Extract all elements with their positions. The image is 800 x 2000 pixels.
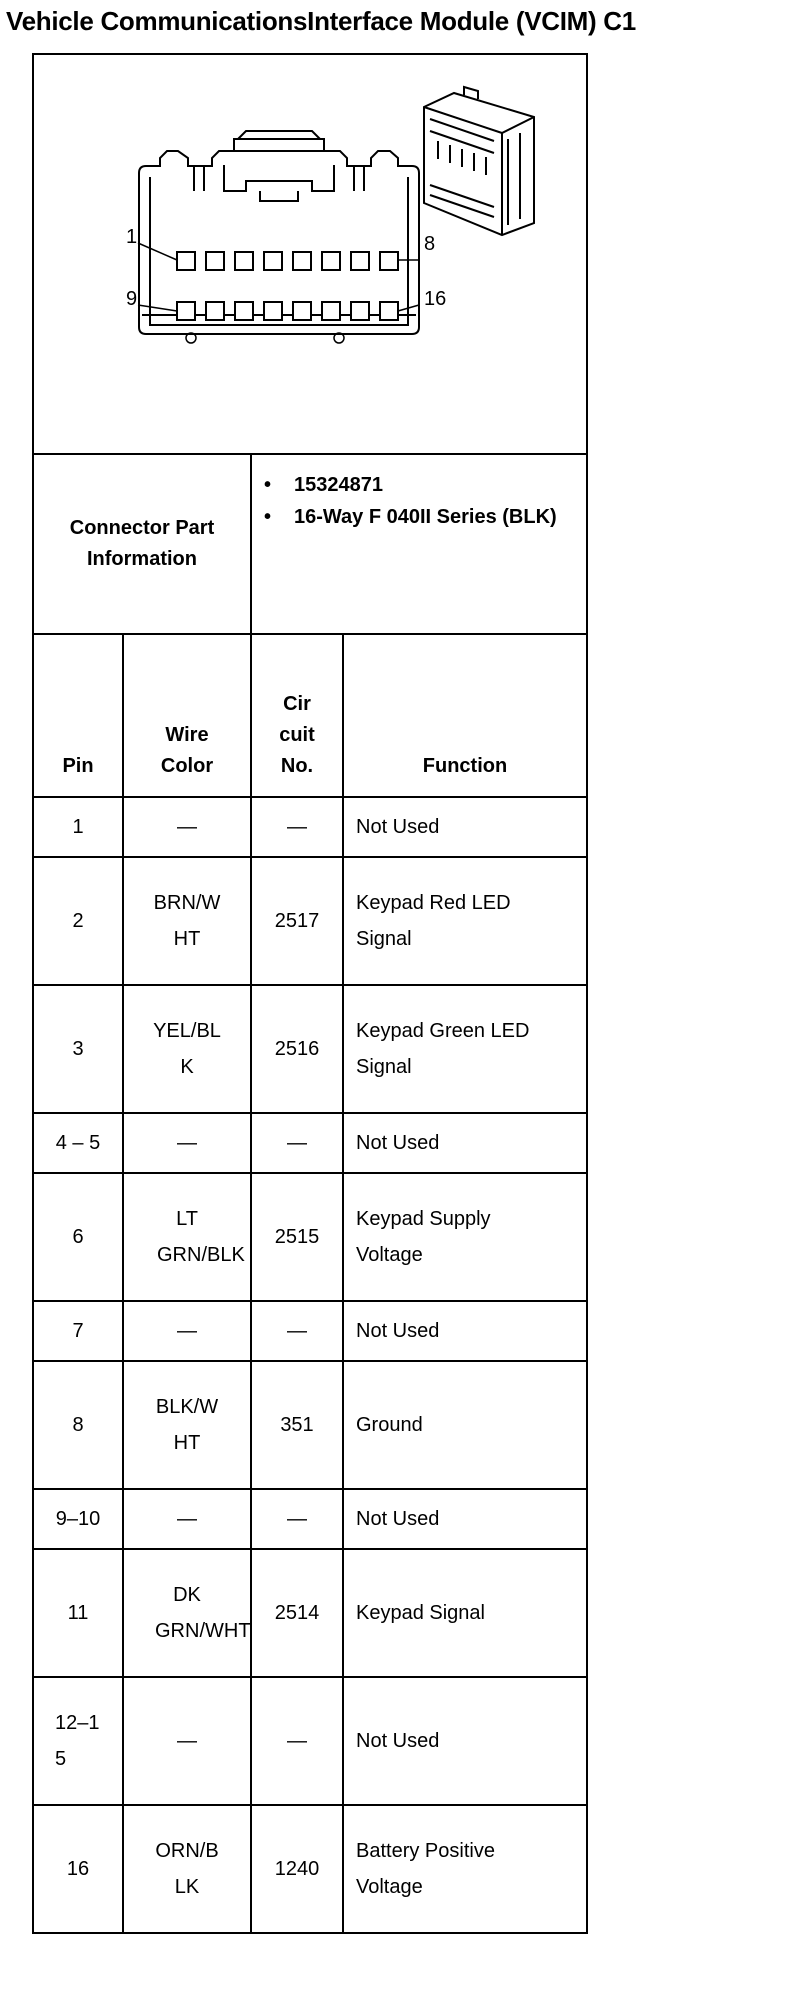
pin-cell: 8 (33, 1361, 123, 1489)
table-row (33, 1805, 587, 1933)
connector-part-info (251, 454, 587, 634)
circuit-cell: — (251, 797, 343, 857)
circuit-cell: — (251, 1113, 343, 1173)
pin-cell: 16 (33, 1805, 123, 1933)
wire-cell: — (123, 1113, 251, 1173)
header-wire-color: Wire Color (123, 634, 251, 797)
header-circuit-no: Cir cuit No. (251, 634, 343, 797)
circuit-cell: 2514 (251, 1549, 343, 1677)
function-cell: Not Used (343, 1677, 587, 1805)
part-series-item: • 16-Way F 040II Series (BLK) (264, 506, 557, 528)
table-row (33, 1113, 587, 1173)
pin-cell: 7 (33, 1301, 123, 1361)
wire-cell: — (123, 1301, 251, 1361)
pin-cell: 1 (33, 797, 123, 857)
wire-cell: BRN/WHT (123, 857, 251, 985)
table-row (33, 1301, 587, 1361)
wire-cell: YEL/BLK (123, 985, 251, 1113)
pin-cell: 11 (33, 1549, 123, 1677)
table-row (33, 1173, 587, 1301)
circuit-cell: 2516 (251, 985, 343, 1113)
function-cell: Ground (343, 1361, 587, 1489)
wire-cell: DK GRN/WHT (123, 1549, 251, 1677)
circuit-cell: — (251, 1489, 343, 1549)
table-row (33, 857, 587, 985)
table-row (33, 797, 587, 857)
wire-cell: — (123, 797, 251, 857)
function-cell: Keypad Red LED Signal (343, 857, 587, 985)
pin-label-8: 8 (424, 233, 436, 255)
circuit-cell: 2517 (251, 857, 343, 985)
function-cell: Not Used (343, 797, 587, 857)
pin-label-9: 9 (126, 288, 138, 310)
header-pin: Pin (33, 634, 123, 797)
function-cell: Battery Positive Voltage (343, 1805, 587, 1933)
pin-cell: 3 (33, 985, 123, 1113)
pin-cell: 2 (33, 857, 123, 985)
part-number-item: • 15324871 (264, 474, 383, 496)
wire-cell: BLK/WHT (123, 1361, 251, 1489)
wire-cell: — (123, 1677, 251, 1805)
page-title: Vehicle CommunicationsInterface Module (VCIM) C1 (6, 6, 636, 36)
circuit-cell: 2515 (251, 1173, 343, 1301)
header-function: Function (343, 634, 587, 797)
function-cell: Not Used (343, 1489, 587, 1549)
pin-cell: 12–15 (33, 1677, 123, 1805)
table-row (33, 985, 587, 1113)
table-header-row (33, 634, 587, 797)
circuit-cell: — (251, 1677, 343, 1805)
table-row (33, 1361, 587, 1489)
function-cell: Keypad Signal (343, 1549, 587, 1677)
circuit-cell: 1240 (251, 1805, 343, 1933)
connector-table (32, 53, 588, 1934)
connector-3d-view (424, 87, 534, 235)
table-row (33, 1489, 587, 1549)
wire-cell: LT GRN/BLK (123, 1173, 251, 1301)
connector-diagram (33, 54, 587, 454)
function-cell: Not Used (343, 1113, 587, 1173)
pin-cell: 6 (33, 1173, 123, 1301)
connector-drawing (34, 55, 584, 449)
pin-cell: 4 – 5 (33, 1113, 123, 1173)
wire-cell: ORN/BLK (123, 1805, 251, 1933)
function-cell: Keypad Supply Voltage (343, 1173, 587, 1301)
function-cell: Keypad Green LED Signal (343, 985, 587, 1113)
wire-cell: — (123, 1489, 251, 1549)
table-row (33, 1677, 587, 1805)
pin-cell: 9–10 (33, 1489, 123, 1549)
pin-label-16: 16 (424, 288, 447, 310)
connector-part-label: Connector Part Information (33, 454, 251, 634)
pin-label-1: 1 (126, 226, 138, 248)
table-row (33, 1549, 587, 1677)
function-cell: Not Used (343, 1301, 587, 1361)
circuit-cell: 351 (251, 1361, 343, 1489)
circuit-cell: — (251, 1301, 343, 1361)
